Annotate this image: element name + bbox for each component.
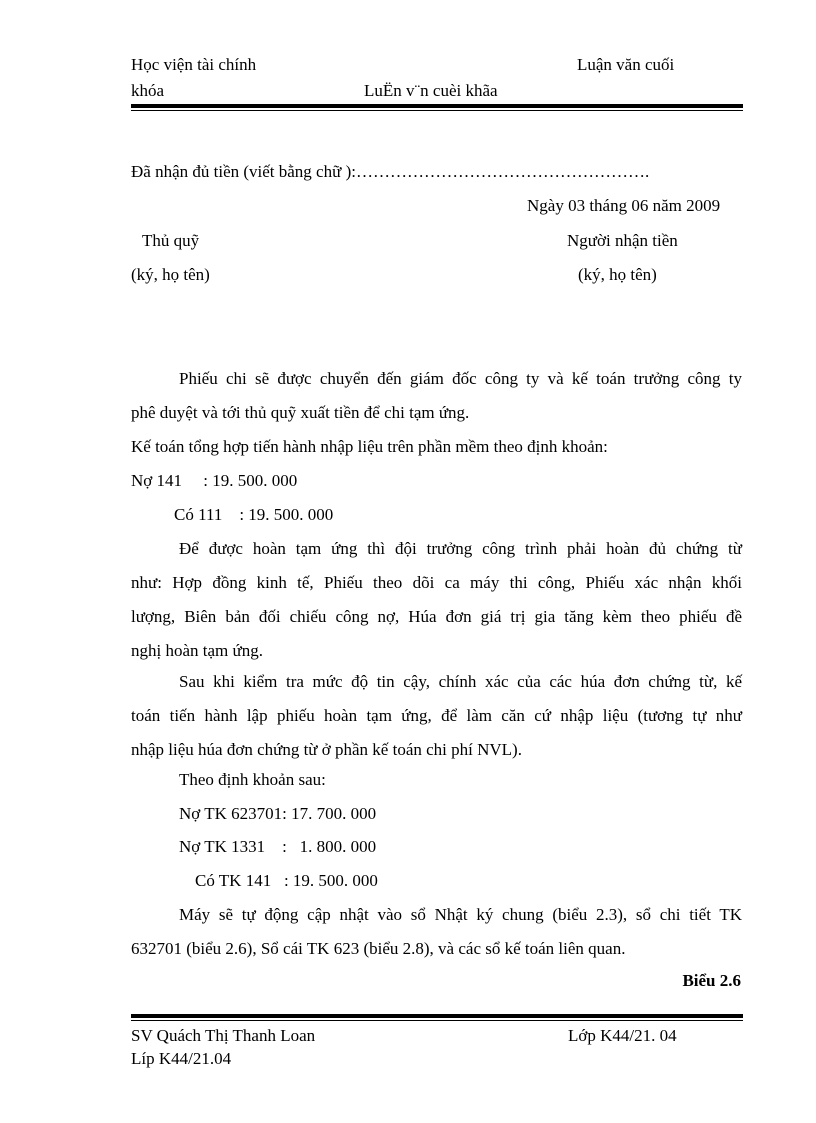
header-institution: Học viện tài chính [131, 55, 257, 74]
paragraph-line: nhập liệu húa đơn chứng từ ở phần kế toán chi phí NVL). [131, 740, 522, 759]
paragraph-line: phê duyệt và tới thủ quỹ xuất tiền để chi tạm ứng. [131, 403, 470, 422]
paragraph-auto-update [131, 898, 742, 966]
footer-student-name: SV Quách Thị Thanh Loan [131, 1026, 316, 1045]
received-amount-line: Đã nhận đủ tiền (viết bằng chữ ):……………………………………………. [131, 162, 650, 181]
paragraph-line: nghị hoàn tạm ứng. [131, 641, 263, 660]
paragraph-line: 632701 (biểu 2.6), Sổ cái TK 623 (biểu 2.8), và các sổ kế toán liên quan. [131, 939, 626, 958]
header-institution-cont: khóa [131, 81, 165, 100]
footer-class-legacy: Líp K44/21.04 [131, 1049, 232, 1068]
receiver-signature-label: (ký, họ tên) [578, 265, 657, 284]
header-legacy-title: LuËn v¨n cuèi khãa [364, 81, 498, 100]
entries-intro: Theo định khoản sau: [179, 770, 326, 789]
paragraph-line: Sau khi kiểm tra mức độ tin cậy, chính xác của các húa đơn chứng từ, kế [179, 672, 742, 691]
paragraph-line: như: Hợp đồng kinh tế, Phiếu theo dõi ca máy thi công, Phiếu xác nhận khối [131, 573, 742, 592]
entry-debit-1331: Nợ TK 1331 : 1. 800. 000 [179, 837, 377, 856]
header-rule-thin [131, 110, 743, 111]
footer-class: Lớp K44/21. 04 [568, 1026, 677, 1045]
cashier-signature-label: (ký, họ tên) [131, 265, 210, 284]
paragraph-settlement-documents [131, 532, 742, 668]
table-label: Biểu 2.6 [682, 971, 741, 990]
receiver-title: Người nhận tiền [567, 231, 678, 250]
entry-debit-623701: Nợ TK 623701: 17. 700. 000 [179, 804, 377, 823]
credit-111-entry: Có 111 : 19. 500. 000 [174, 505, 334, 524]
paragraph-line: lượng, Biên bản đối chiếu công nợ, Húa đơn giá trị gia tăng kèm theo phiếu đề [131, 607, 742, 626]
cashier-title: Thủ quỹ [142, 231, 200, 250]
header-thesis-title: Luận văn cuối [577, 55, 675, 74]
debit-141-entry: Nợ 141 : 19. 500. 000 [131, 471, 298, 490]
entry-credit-141: Có TK 141 : 19. 500. 000 [195, 871, 378, 890]
paragraph-line: toán tiến hành lập phiếu hoàn tạm ứng, để làm căn cứ nhập liệu (tương tự như [131, 706, 742, 725]
header-rule-thick [131, 104, 743, 108]
paragraph-voucher [131, 362, 742, 430]
paragraph-verification [131, 665, 742, 767]
paragraph-line: Phiếu chi sẽ được chuyển đến giám đốc công ty và kế toán trưởng công ty [179, 369, 742, 388]
paragraph-line: Để được hoàn tạm ứng thì đội trưởng công trình phải hoàn đủ chứng từ [179, 539, 742, 558]
footer-rule-thick [131, 1014, 743, 1018]
date-line: Ngày 03 tháng 06 năm 2009 [527, 196, 721, 215]
accounting-entry-intro: Kế toán tổng hợp tiến hành nhập liệu trên phần mềm theo định khoản: [131, 437, 608, 456]
paragraph-line: Máy sẽ tự động cập nhật vào sổ Nhật ký chung (biểu 2.3), sổ chi tiết TK [179, 905, 742, 924]
footer-rule-thin [131, 1020, 743, 1021]
